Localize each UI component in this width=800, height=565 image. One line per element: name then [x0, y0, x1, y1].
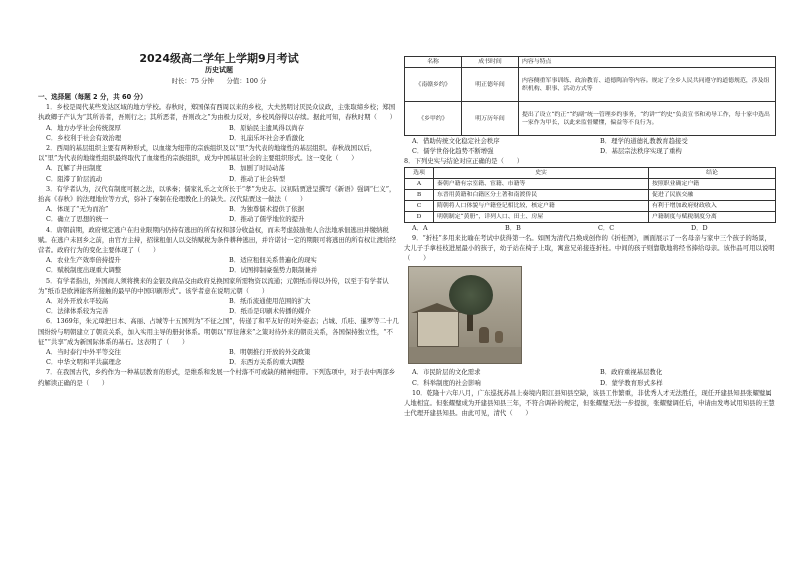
- question-stem: 3．有学者认为，汉代有制度可据之法，以承秦；儒家礼乐之文所长于“孝”为史志。汉初陆贾进呈撰写《新语》强调“仁义”，抬高《春秋》的法理地位等方式，弥补了秦制在伦理教化上的缺失。汉代陆贾这一做法（ ）: [38, 184, 396, 204]
- table-cell: A: [405, 178, 434, 189]
- question-stem: 4．唐朝前期，政府规定逃户在归业限期内仍持有逃田的所有权和部分收益权，而未考虑鼓励他人合法地承佃逃田并缴纳税赋。在逃户未回乡之前，由官方主持，招徕租佃人以交纳赋税为条件耕种逃田，并许诺讨一定的期限可将逃田的所有权让渡给经营者。政府行为的变化主要体现了（ ）: [38, 225, 396, 255]
- question-stem: 1．乡校是周代某些发达区域的地方学校。春秋时，郑国保有西周以来的乡校，大夫然明讨厌民众议政，主张取缔乡校；郑国执政卿子产认为“其所善者，吾则行之；其所恶者，吾则改之”为由极力反对，乡校风俗得以存续。据此可知，春秋时期（ ）: [38, 103, 397, 122]
- painting-house: [417, 311, 459, 347]
- painting-ground: [409, 347, 521, 363]
- option-a: A．地方办学社会传统深厚: [46, 123, 121, 132]
- option-b: B．加剧了时局动荡: [229, 164, 285, 173]
- exam-subtitle: 历史试题: [205, 66, 233, 74]
- question-8-options: [404, 223, 776, 233]
- option-d: D．蒙学教育形式多样: [600, 378, 663, 387]
- table-cell: 提出了设立“约正”“约副”统一管理乡约事务，“约讲”“约史”负责宣书和劝导工作，每十家中选出一家作为甲长，以此来监督耀懂，偏益等不良行为。: [519, 102, 776, 136]
- question-1: [38, 102, 400, 143]
- option-c: C．儒学世俗化趋势不断增强: [412, 147, 494, 156]
- painting-figure: [495, 331, 503, 343]
- option-c: C．法律体系较为完善: [46, 307, 109, 316]
- option-b: B．明朝推行开放的外交政策: [229, 348, 311, 357]
- table-header: 史实: [434, 167, 649, 178]
- table-cell: 秦朝户籍有宗室籍、宦籍、市籍等: [434, 178, 649, 189]
- question-2: [38, 143, 400, 184]
- option-a: A．市民阶层的文化需求: [412, 368, 481, 377]
- zhegui-painting-image: [408, 266, 522, 364]
- option-b: B．B: [505, 223, 521, 232]
- option-d: D．东西方关系的重大调整: [229, 358, 305, 367]
- table-cell: 按照职业确定户籍: [649, 178, 776, 189]
- option-c: C．中华文明和平共赢理念: [46, 358, 122, 367]
- table-row: [405, 189, 776, 200]
- option-a: A．体现了“无为而治”: [46, 205, 109, 214]
- option-c: C．阻滞了阶层流动: [46, 174, 103, 183]
- question-stem: 2．西周的基层组织主要有两种形式，以血缘为纽带的宗族组织及以“里”为代表的地缘性的基层组织。春秋战国以后，以“里”为代表的地缘性组织最终取代了血缘性的宗族组织，成为中国基层社会的主要组织形式。这一变化（ ）: [38, 144, 377, 163]
- question-4: [38, 225, 400, 276]
- question-7-start: [38, 367, 400, 387]
- table-row: [405, 102, 776, 136]
- table-cell: 明正德年间: [462, 68, 519, 102]
- option-b: B．政府重视基层教化: [600, 368, 663, 377]
- painting-figure: [479, 327, 489, 343]
- right-column: [404, 56, 776, 418]
- table-cell: B: [405, 189, 434, 200]
- question-stem: 7．在我国古代，乡约作为一种基层教育的形式，是维系和发展一个村落不可或缺的精神纽带。下列选项中，对于表中两部乡约解读正确的是（ ）: [38, 368, 396, 387]
- table-row: [405, 178, 776, 189]
- question-8: [404, 156, 776, 232]
- option-d: D．推动了儒学地位的提升: [229, 215, 305, 224]
- option-c: C．乡校利于社会有效治理: [46, 133, 122, 142]
- table-header: 名称: [405, 57, 462, 68]
- option-a: A．对外开放水平较高: [46, 297, 109, 306]
- option-d: D．试图抑制豪强势力限制兼并: [229, 266, 318, 275]
- option-b: B．原始民主遗风得以尚存: [229, 123, 304, 132]
- option-a: A．农业生产效率倍持提升: [46, 256, 121, 265]
- exam-time-info: 时长：75 分钟 分值：100 分: [171, 77, 267, 85]
- option-c: C．确立了思想的统一: [46, 215, 109, 224]
- table-header: 结论: [649, 167, 776, 178]
- question-stem: 8．下列史实与结论对应正确的是（ ）: [404, 157, 524, 166]
- table-row: [405, 68, 776, 102]
- table-header: 内容与特点: [519, 57, 776, 68]
- question-9: [404, 233, 776, 388]
- option-c: C．赋税制度出现重大调整: [46, 266, 122, 275]
- question-6: [38, 316, 400, 367]
- exam-title: 2024级高二学年上学期9月考试: [139, 52, 299, 65]
- table-header: 成书时间: [462, 57, 519, 68]
- option-a: A．瓦解了井田制度: [46, 164, 102, 173]
- option-b: B．为独尊儒术提供了依据: [229, 205, 304, 214]
- question-7-table: [404, 56, 776, 136]
- option-d: D．D: [691, 223, 708, 232]
- option-c: C．科举制度的社会影响: [412, 378, 481, 387]
- table-cell: 有利于增加政府财政收入: [649, 200, 776, 211]
- table-cell: 促进了民族交融: [649, 189, 776, 200]
- option-a: A．借助传统文化稳定社会秩序: [412, 137, 500, 145]
- option-d: D．礼崩乐坏社会矛盾激化: [229, 133, 305, 142]
- table-cell: 东晋用黄籍和白籍区分土著和南渡侨民: [434, 189, 649, 200]
- question-stem: 9．“折桂”多用来比喻在考试中获得第一名。如图为清代吕焕成创作的《折桂图》，画面展示了一名母亲与家中三个孩子的场景，大儿子手拿桂枝进屋最小的孩子，幼子站在椅子上取，寓意兄弟接连折桂。中间的孩子则靠敬地将经书捧给母亲。该作品可用以说明（ ）: [404, 233, 775, 263]
- question-5: [38, 276, 400, 317]
- table-cell: D: [405, 211, 434, 222]
- section-heading: 一、选择题（每题 2 分，共 60 分）: [38, 93, 147, 101]
- question-stem: 10．乾隆十六年八月，广东巡抚苏昌上奏境内阳江县知县空缺，该县工作繁重，非优秀人才无法胜任，现任开建县知县张耀璧属人地相宜。但张耀璧成为开建县知县三年，不符合调补的规定，但张耀璧无法一步提拔，张耀璧调任后，申请由发粤试用知县的王慧士代理开建县知县。由此可见，清代（ ）: [404, 388, 775, 418]
- question-8-table: [404, 167, 776, 223]
- option-b: B．适应租佃关系普遍化的现实: [229, 256, 317, 265]
- option-b: B．纸币流通使用范围的扩大: [229, 297, 311, 306]
- table-row: [405, 211, 776, 222]
- option-d: D．纸币是印刷术传播的媒介: [229, 307, 311, 316]
- table-cell: 《乡甲约》: [405, 102, 462, 136]
- question-7-options: [404, 136, 776, 156]
- painting-osmanthus-tree: [449, 275, 493, 315]
- table-cell: 明万历年间: [462, 102, 519, 136]
- option-d: D．推动了社会转型: [229, 174, 286, 183]
- question-stem: 6．1369年，朱元璋把日本、高丽、占城等十五国列为“不征之国”，传递了和平友好的对外姿态；占城、爪哇、暹罗等二十几国纷纷与明朝建立了朝贡关系，加入实用主导的册封体系。明朝以“厚往薄来”之策对待外来的朝贡关系，各国保持独立性，“不征”“共享”成为新国际体系的基石。这表明了（ ）: [38, 317, 399, 346]
- table-row: [405, 200, 776, 211]
- left-column: [38, 92, 400, 388]
- option-b: B．理学的道德礼教教育趋接受: [600, 137, 688, 145]
- option-a: A．当时泰行中外平等交往: [46, 348, 121, 357]
- table-cell: 《南赣乡约》: [405, 68, 462, 102]
- table-cell: 户籍制度与赋税制度分离: [649, 211, 776, 222]
- option-a: A．A: [412, 223, 428, 232]
- option-d: D．基层宗法秩序实现了重构: [600, 147, 682, 156]
- table-header: 选项: [405, 167, 434, 178]
- question-stem: 5．有学者指出，外国商人须将携来的金银及商品交由政府兑换国家所需物资以流通；元朝纸币得以外传，以至于有学者认为“纸币是欧洲能客所接触的最早的中国印刷形式”。该学者意在说明元朝（ ）: [38, 276, 389, 295]
- table-cell: C: [405, 200, 434, 211]
- table-cell: 明朝制定“黄册”，详列人口、田土、房屋: [434, 211, 649, 222]
- table-cell: 内容侧重军事训练、政治教育、道德陶冶等内容。规定了全乡人民共同遵守的道德规范，涉及组织机构、职事、活动方式等: [519, 68, 776, 102]
- question-3: [38, 184, 400, 225]
- table-cell: 隋朝将人口体貌与户籍登记相比较，核定户籍: [434, 200, 649, 211]
- question-10: [404, 388, 776, 419]
- option-c: C．C: [598, 223, 615, 232]
